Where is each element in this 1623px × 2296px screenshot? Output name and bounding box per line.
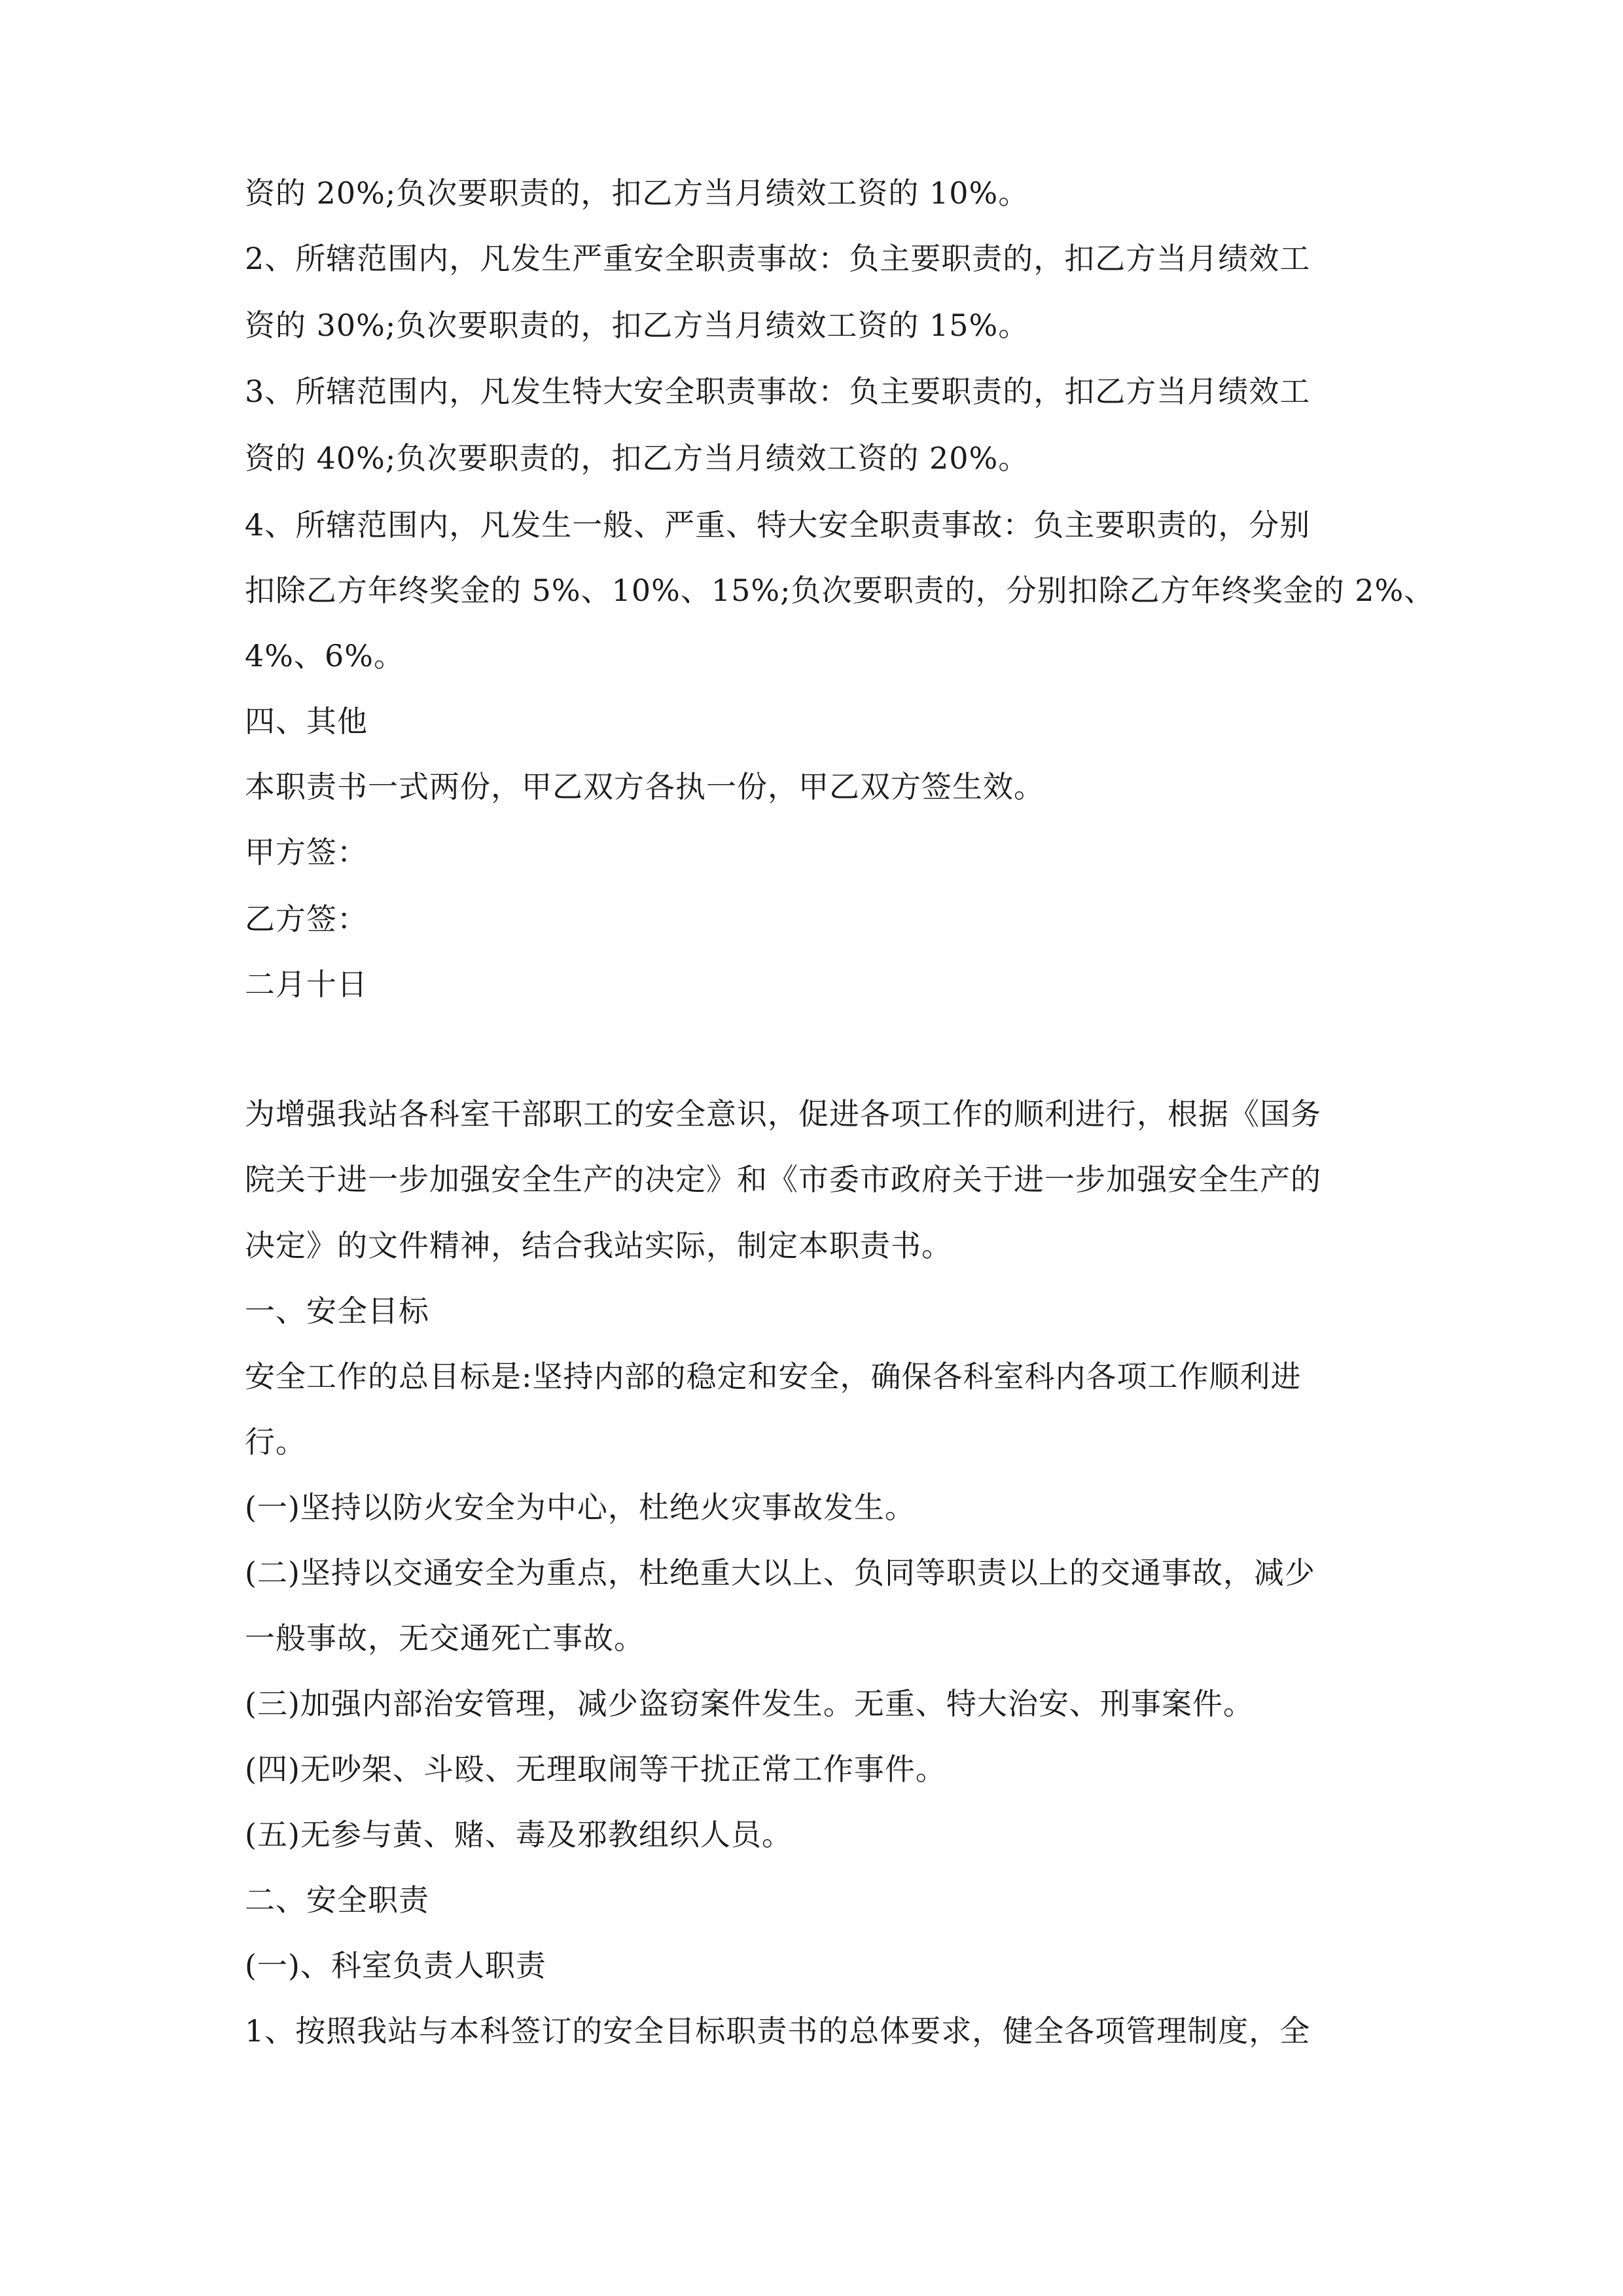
section-a-line: 本职责书一式两份，甲乙双方各执一份，甲乙双方签生效。 <box>245 769 1044 804</box>
section-a-line: 3、所辖范围内，凡发生特大安全职责事故：负主要职责的，扣乙方当月绩效工 <box>245 374 1311 409</box>
section-b-line: (四)无吵架、斗殴、无理取闹等干扰正常工作事件。 <box>245 1751 946 1787</box>
section-b-line: (一)坚持以防火安全为中心，杜绝火灾事故发生。 <box>245 1490 916 1525</box>
section-b-line: 院关于进一步加强安全生产的决定》和《市委市政府关于进一步加强安全生产的 <box>245 1162 1321 1197</box>
section-b-line: (二)坚持以交通安全为重点，杜绝重大以上、负同等职责以上的交通事故，减少 <box>245 1555 1315 1590</box>
section-b-line: (一)、科室负责人职责 <box>245 1948 546 1983</box>
section-a-line: 资的 20%;负次要职责的，扣乙方当月绩效工资的 10%。 <box>245 175 1029 211</box>
section-a-line: 乙方签： <box>245 901 368 937</box>
section-b-line: 二、安全职责 <box>245 1882 429 1918</box>
section-a-line: 扣除乙方年终奖金的 5%、10%、15%;负次要职责的，分别扣除乙方年终奖金的 2%、 <box>245 573 1435 608</box>
section-a-line: 4、所辖范围内，凡发生一般、严重、特大安全职责事故：负主要职责的，分别 <box>245 507 1311 543</box>
section-a-line: 二月十日 <box>245 967 368 1002</box>
section-b-line: 一、安全目标 <box>245 1293 429 1329</box>
section-a-line: 四、其他 <box>245 704 368 739</box>
section-b-line: 行。 <box>245 1424 306 1460</box>
section-b-line: 安全工作的总目标是:坚持内部的稳定和安全，确保各科室科内各项工作顺利进 <box>245 1359 1302 1394</box>
section-b-line: 1、按照我站与本科签订的安全目标职责书的总体要求，健全各项管理制度，全 <box>245 2013 1311 2049</box>
section-a-line: 4%、6%。 <box>245 638 404 673</box>
section-b-line: 决定》的文件精神，结合我站实际，制定本职责书。 <box>245 1228 952 1263</box>
section-b-line: 为增强我站各科室干部职工的安全意识，促进各项工作的顺利进行，根据《国务 <box>245 1096 1321 1132</box>
section-a-line: 甲方签： <box>245 834 368 870</box>
section-b-line: 一般事故，无交通死亡事故。 <box>245 1621 645 1656</box>
section-a-line: 2、所辖范围内，凡发生严重安全职责事故：负主要职责的，扣乙方当月绩效工 <box>245 241 1311 276</box>
section-a-line: 资的 30%;负次要职责的，扣乙方当月绩效工资的 15%。 <box>245 308 1029 343</box>
section-a-line: 资的 40%;负次要职责的，扣乙方当月绩效工资的 20%。 <box>245 440 1029 476</box>
section-b-line: (五)无参与黄、赌、毒及邪教组织人员。 <box>245 1817 793 1852</box>
section-b-line: (三)加强内部治安管理，减少盗窃案件发生。无重、特大治安、刑事案件。 <box>245 1686 1254 1721</box>
